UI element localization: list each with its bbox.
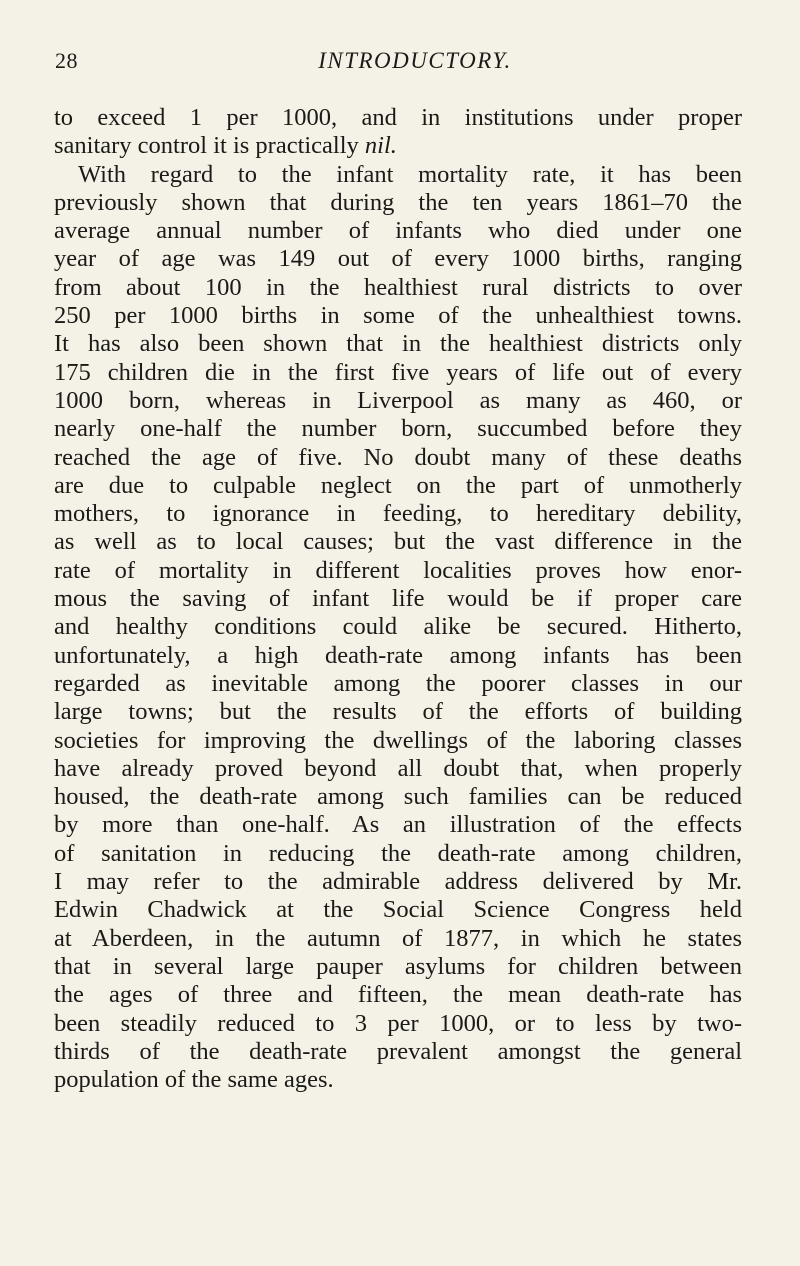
text-line: rate of mortality in different localities proves how enor- (54, 556, 742, 584)
text-line: are due to culpable neglect on the part of unmotherly (54, 471, 742, 499)
text-line: mothers, to ignorance in feeding, to hereditary debility, (54, 500, 742, 528)
text-line: and healthy conditions could alike be secured. Hitherto, (54, 613, 742, 641)
page-header (55, 48, 745, 84)
text-line: nearly one-half the number born, succumbed before they (54, 415, 742, 443)
text-line: It has also been shown that in the healthiest districts only (54, 330, 742, 358)
text-line: large towns; but the results of the efforts of building (54, 698, 742, 726)
text-line: average annual number of infants who died under one (54, 217, 742, 245)
text-line: from about 100 in the healthiest rural districts to over (54, 273, 742, 301)
text-line: have already proved beyond all doubt that, when properly (54, 754, 742, 782)
text-line: to exceed 1 per 1000, and in institutions under proper (54, 104, 742, 131)
text-line: I may refer to the admirable address delivered by Mr. (54, 868, 742, 896)
text-line-start: sanitary control it is practically (54, 132, 365, 160)
text-line: at Aberdeen, in the autumn of 1877, in which he states (54, 924, 742, 952)
text-line: as well as to local causes; but the vast difference in the (54, 528, 742, 556)
text-line: regarded as inevitable among the poorer classes in our (54, 669, 742, 697)
text-line: reached the age of five. No doubt many of these deaths (54, 443, 742, 471)
text-line: thirds of the death-rate prevalent amongst the general (54, 1037, 742, 1065)
text-line: the ages of three and fifteen, the mean death-rate has (54, 981, 742, 1009)
body-text (54, 104, 742, 1094)
text-line: societies for improving the dwellings of the laboring classes (54, 726, 742, 754)
text-line: previously shown that during the ten years 1861–70 the (54, 188, 742, 216)
text-line: 175 children die in the first five years of life out of every (54, 358, 742, 386)
text-line: that in several large pauper asylums for children between (54, 952, 742, 980)
text-line: by more than one-half. As an illustration of the effects (54, 811, 742, 839)
text-line: Edwin Chadwick at the Social Science Congress held (54, 896, 742, 924)
text-line: year of age was 149 out of every 1000 births, ranging (54, 245, 742, 273)
text-line: mous the saving of infant life would be if proper care (54, 585, 742, 613)
text-line: unfortunately, a high death-rate among infants has been (54, 641, 742, 669)
text-line: 250 per 1000 births in some of the unhealthiest towns. (54, 302, 742, 330)
text-line: population of the same ages. (54, 1066, 334, 1094)
text-line (54, 132, 742, 160)
running-head: INTRODUCTORY. (318, 48, 512, 73)
text-line: housed, the death-rate among such families can be reduced (54, 783, 742, 811)
paragraph-start-line: With regard to the infant mortality rate, it has been (78, 160, 742, 188)
text-line: of sanitation in reducing the death-rate among children, (54, 839, 742, 867)
page-number: 28 (55, 48, 78, 73)
italic-word: nil. (364, 132, 397, 160)
text-line: been steadily reduced to 3 per 1000, or to less by two- (54, 1009, 742, 1037)
text-line: 1000 born, whereas in Liverpool as many as 460, or (54, 386, 742, 414)
